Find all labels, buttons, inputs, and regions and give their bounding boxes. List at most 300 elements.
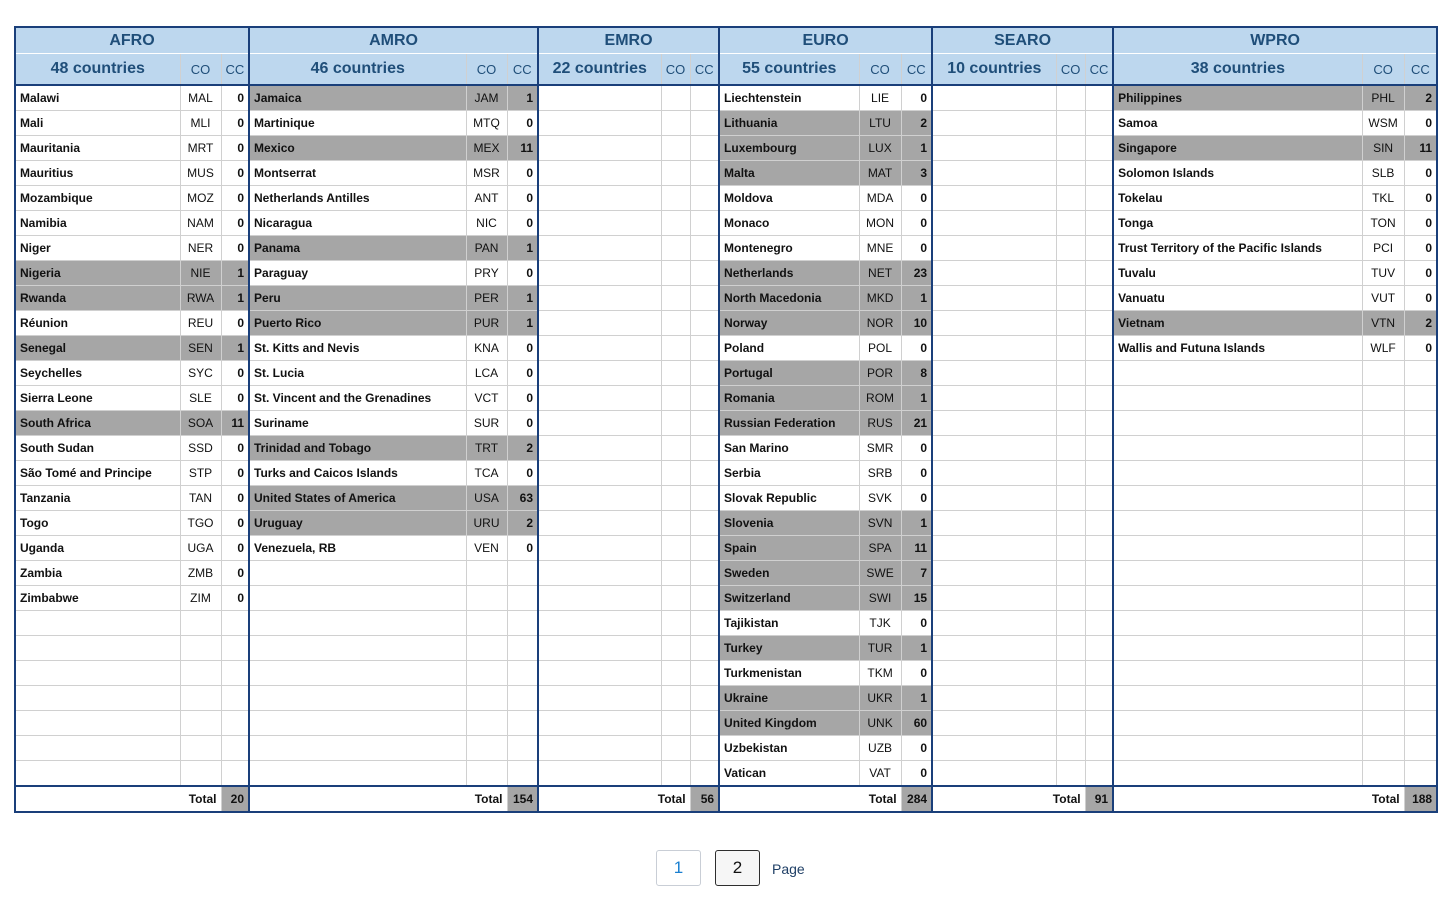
empty-cell xyxy=(15,611,180,636)
empty-cell xyxy=(690,236,719,261)
total-label: Total xyxy=(538,786,690,812)
empty-cell xyxy=(1085,761,1113,787)
country-count-cell: 1 xyxy=(221,261,249,286)
country-count-cell: 0 xyxy=(221,161,249,186)
empty-cell xyxy=(1085,236,1113,261)
table-row xyxy=(15,111,1437,136)
empty-cell xyxy=(221,736,249,761)
country-code-cell: VAT xyxy=(859,761,901,787)
country-name-cell: Turkmenistan xyxy=(719,661,859,686)
country-count-cell: 0 xyxy=(901,761,932,787)
empty-cell xyxy=(1085,85,1113,111)
country-count-cell: 21 xyxy=(901,411,932,436)
empty-cell xyxy=(1404,361,1437,386)
empty-cell xyxy=(690,461,719,486)
country-code-cell: SVN xyxy=(859,511,901,536)
empty-cell xyxy=(1404,411,1437,436)
empty-cell xyxy=(507,636,538,661)
country-code-cell: ZIM xyxy=(180,586,221,611)
empty-cell xyxy=(1404,486,1437,511)
empty-cell xyxy=(538,311,661,336)
table-row xyxy=(15,461,1437,486)
country-count-cell: 1 xyxy=(507,286,538,311)
country-name-cell: Trust Territory of the Pacific Islands xyxy=(1113,236,1362,261)
table-row xyxy=(15,636,1437,661)
table-row xyxy=(15,511,1437,536)
country-name-cell: Mexico xyxy=(249,136,466,161)
country-count-cell: 60 xyxy=(901,711,932,736)
country-count-cell: 11 xyxy=(901,536,932,561)
region-count-euro: 55 countries xyxy=(719,54,859,86)
country-name-cell: United States of America xyxy=(249,486,466,511)
empty-cell xyxy=(507,711,538,736)
country-count-cell: 0 xyxy=(221,461,249,486)
country-code-cell: POR xyxy=(859,361,901,386)
country-name-cell: Mauritania xyxy=(15,136,180,161)
empty-cell xyxy=(1113,686,1362,711)
country-code-cell: TAN xyxy=(180,486,221,511)
empty-cell xyxy=(932,411,1056,436)
empty-cell xyxy=(507,661,538,686)
country-code-cell: MOZ xyxy=(180,186,221,211)
country-code-cell: TGO xyxy=(180,511,221,536)
count-column-header: CC xyxy=(1404,54,1437,86)
country-code-cell: MAL xyxy=(180,85,221,111)
empty-cell xyxy=(466,636,507,661)
country-name-cell: Tokelau xyxy=(1113,186,1362,211)
country-count-cell: 7 xyxy=(901,561,932,586)
country-code-cell: VUT xyxy=(1362,286,1404,311)
country-count-cell: 0 xyxy=(507,161,538,186)
empty-cell xyxy=(221,661,249,686)
country-count-cell: 0 xyxy=(1404,236,1437,261)
country-name-cell: South Sudan xyxy=(15,436,180,461)
empty-cell xyxy=(1085,286,1113,311)
empty-cell xyxy=(538,286,661,311)
empty-cell xyxy=(1056,636,1085,661)
country-name-cell: Norway xyxy=(719,311,859,336)
total-value-searo: 91 xyxy=(1085,786,1113,812)
empty-cell xyxy=(1085,661,1113,686)
country-name-cell: Martinique xyxy=(249,111,466,136)
table-row xyxy=(15,136,1437,161)
country-count-cell: 0 xyxy=(1404,336,1437,361)
country-code-cell: NIC xyxy=(466,211,507,236)
empty-cell xyxy=(1085,586,1113,611)
country-count-cell: 0 xyxy=(221,236,249,261)
total-label: Total xyxy=(249,786,507,812)
country-name-cell: United Kingdom xyxy=(719,711,859,736)
region-count-emro: 22 countries xyxy=(538,54,661,86)
country-count-cell: 1 xyxy=(901,136,932,161)
regions-table xyxy=(14,26,1438,813)
empty-cell xyxy=(538,536,661,561)
country-count-cell: 63 xyxy=(507,486,538,511)
total-label: Total xyxy=(932,786,1085,812)
empty-cell xyxy=(538,486,661,511)
table-row xyxy=(15,186,1437,211)
table-row xyxy=(15,586,1437,611)
empty-cell xyxy=(180,711,221,736)
table-row xyxy=(15,311,1437,336)
empty-cell xyxy=(15,636,180,661)
country-code-cell: MKD xyxy=(859,286,901,311)
country-count-cell: 1 xyxy=(221,286,249,311)
country-name-cell: Vietnam xyxy=(1113,311,1362,336)
empty-cell xyxy=(180,611,221,636)
country-code-cell: UKR xyxy=(859,686,901,711)
country-name-cell: Malawi xyxy=(15,85,180,111)
empty-cell xyxy=(661,286,690,311)
code-column-header: CO xyxy=(1056,54,1085,86)
empty-cell xyxy=(661,186,690,211)
empty-cell xyxy=(249,561,466,586)
empty-cell xyxy=(538,111,661,136)
empty-cell xyxy=(1056,761,1085,787)
empty-cell xyxy=(932,286,1056,311)
country-count-cell: 0 xyxy=(507,411,538,436)
country-name-cell: St. Vincent and the Grenadines xyxy=(249,386,466,411)
country-name-cell: Tajikistan xyxy=(719,611,859,636)
country-code-cell: STP xyxy=(180,461,221,486)
country-code-cell: RUS xyxy=(859,411,901,436)
empty-cell xyxy=(932,761,1056,787)
country-name-cell: Montenegro xyxy=(719,236,859,261)
country-count-cell: 0 xyxy=(221,386,249,411)
country-code-cell: NIE xyxy=(180,261,221,286)
empty-cell xyxy=(180,661,221,686)
country-name-cell: Romania xyxy=(719,386,859,411)
empty-cell xyxy=(1085,611,1113,636)
country-count-cell: 0 xyxy=(507,536,538,561)
country-name-cell: Mali xyxy=(15,111,180,136)
country-name-cell: São Tomé and Principe xyxy=(15,461,180,486)
empty-cell xyxy=(466,661,507,686)
total-value-euro: 284 xyxy=(901,786,932,812)
empty-cell xyxy=(1113,636,1362,661)
empty-cell xyxy=(15,761,180,787)
empty-cell xyxy=(661,686,690,711)
country-code-cell: TKL xyxy=(1362,186,1404,211)
country-count-cell: 0 xyxy=(221,586,249,611)
empty-cell xyxy=(1085,711,1113,736)
empty-cell xyxy=(507,736,538,761)
empty-cell xyxy=(1056,536,1085,561)
table-row xyxy=(15,711,1437,736)
country-code-cell: SYC xyxy=(180,361,221,386)
empty-cell xyxy=(538,161,661,186)
empty-cell xyxy=(1404,461,1437,486)
country-count-cell: 0 xyxy=(901,85,932,111)
empty-cell xyxy=(538,661,661,686)
country-code-cell: SEN xyxy=(180,336,221,361)
empty-cell xyxy=(1113,536,1362,561)
empty-cell xyxy=(1056,461,1085,486)
country-code-cell: UNK xyxy=(859,711,901,736)
empty-cell xyxy=(1056,236,1085,261)
country-name-cell: Wallis and Futuna Islands xyxy=(1113,336,1362,361)
country-count-cell: 0 xyxy=(507,261,538,286)
empty-cell xyxy=(932,311,1056,336)
page-2-button[interactable]: 2 xyxy=(715,850,760,886)
empty-cell xyxy=(249,586,466,611)
country-code-cell: SSD xyxy=(180,436,221,461)
empty-cell xyxy=(932,686,1056,711)
empty-cell xyxy=(1113,486,1362,511)
count-column-header: CC xyxy=(221,54,249,86)
country-count-cell: 1 xyxy=(901,686,932,711)
empty-cell xyxy=(466,711,507,736)
country-count-cell: 0 xyxy=(221,361,249,386)
country-code-cell: SWI xyxy=(859,586,901,611)
empty-cell xyxy=(1362,686,1404,711)
country-code-cell: TON xyxy=(1362,211,1404,236)
empty-cell xyxy=(1404,386,1437,411)
empty-cell xyxy=(932,486,1056,511)
empty-cell xyxy=(180,761,221,787)
empty-cell xyxy=(932,436,1056,461)
empty-cell xyxy=(1085,136,1113,161)
country-code-cell: VCT xyxy=(466,386,507,411)
empty-cell xyxy=(249,661,466,686)
country-code-cell: TCA xyxy=(466,461,507,486)
country-name-cell: Mauritius xyxy=(15,161,180,186)
empty-cell xyxy=(15,711,180,736)
empty-cell xyxy=(690,211,719,236)
country-count-cell: 0 xyxy=(221,436,249,461)
country-name-cell: Turks and Caicos Islands xyxy=(249,461,466,486)
empty-cell xyxy=(1362,736,1404,761)
country-code-cell: TUR xyxy=(859,636,901,661)
empty-cell xyxy=(661,761,690,787)
empty-cell xyxy=(932,161,1056,186)
country-code-cell: SIN xyxy=(1362,136,1404,161)
empty-cell xyxy=(538,211,661,236)
empty-cell xyxy=(932,586,1056,611)
country-count-cell: 1 xyxy=(901,286,932,311)
empty-cell xyxy=(661,611,690,636)
country-name-cell: Portugal xyxy=(719,361,859,386)
country-code-cell: UGA xyxy=(180,536,221,561)
empty-cell xyxy=(932,386,1056,411)
empty-cell xyxy=(1362,561,1404,586)
empty-cell xyxy=(690,386,719,411)
empty-cell xyxy=(1404,736,1437,761)
empty-cell xyxy=(1362,711,1404,736)
empty-cell xyxy=(690,711,719,736)
empty-cell xyxy=(661,461,690,486)
country-name-cell: Philippines xyxy=(1113,85,1362,111)
empty-cell xyxy=(1085,361,1113,386)
empty-cell xyxy=(932,186,1056,211)
empty-cell xyxy=(1113,586,1362,611)
empty-cell xyxy=(1404,436,1437,461)
country-code-cell: URU xyxy=(466,511,507,536)
empty-cell xyxy=(1085,111,1113,136)
country-code-cell: SUR xyxy=(466,411,507,436)
table-row xyxy=(15,336,1437,361)
country-code-cell: MDA xyxy=(859,186,901,211)
empty-cell xyxy=(661,436,690,461)
country-name-cell: Netherlands Antilles xyxy=(249,186,466,211)
country-name-cell: Luxembourg xyxy=(719,136,859,161)
table-row xyxy=(15,261,1437,286)
empty-cell xyxy=(1056,511,1085,536)
empty-cell xyxy=(1404,611,1437,636)
empty-cell xyxy=(466,736,507,761)
empty-cell xyxy=(690,85,719,111)
country-name-cell: Tanzania xyxy=(15,486,180,511)
empty-cell xyxy=(690,111,719,136)
empty-cell xyxy=(507,586,538,611)
empty-cell xyxy=(661,211,690,236)
country-name-cell: Moldova xyxy=(719,186,859,211)
empty-cell xyxy=(1362,611,1404,636)
country-name-cell: Lithuania xyxy=(719,111,859,136)
country-code-cell: PUR xyxy=(466,311,507,336)
empty-cell xyxy=(661,486,690,511)
empty-cell xyxy=(690,286,719,311)
totals-row xyxy=(15,786,1437,812)
country-code-cell: MNE xyxy=(859,236,901,261)
country-count-cell: 0 xyxy=(901,661,932,686)
empty-cell xyxy=(690,261,719,286)
country-name-cell: Poland xyxy=(719,336,859,361)
country-name-cell: St. Kitts and Nevis xyxy=(249,336,466,361)
empty-cell xyxy=(1056,211,1085,236)
code-column-header: CO xyxy=(859,54,901,86)
empty-cell xyxy=(1085,536,1113,561)
empty-cell xyxy=(466,761,507,787)
empty-cell xyxy=(1085,336,1113,361)
country-count-cell: 0 xyxy=(507,336,538,361)
empty-cell xyxy=(507,611,538,636)
country-count-cell: 0 xyxy=(507,361,538,386)
empty-cell xyxy=(661,336,690,361)
country-code-cell: NET xyxy=(859,261,901,286)
empty-cell xyxy=(538,411,661,436)
country-count-cell: 0 xyxy=(507,386,538,411)
empty-cell xyxy=(932,136,1056,161)
country-count-cell: 0 xyxy=(221,136,249,161)
country-code-cell: MRT xyxy=(180,136,221,161)
empty-cell xyxy=(661,561,690,586)
empty-cell xyxy=(538,636,661,661)
empty-cell xyxy=(661,361,690,386)
empty-cell xyxy=(661,736,690,761)
country-name-cell: Togo xyxy=(15,511,180,536)
country-code-cell: PER xyxy=(466,286,507,311)
empty-cell xyxy=(538,386,661,411)
empty-cell xyxy=(180,736,221,761)
total-value-emro: 56 xyxy=(690,786,719,812)
empty-cell xyxy=(1362,761,1404,787)
region-count-afro: 48 countries xyxy=(15,54,180,86)
empty-cell xyxy=(661,111,690,136)
page-1-button[interactable]: 1 xyxy=(656,850,701,886)
country-count-cell: 2 xyxy=(507,511,538,536)
country-code-cell: VEN xyxy=(466,536,507,561)
table-row xyxy=(15,536,1437,561)
empty-cell xyxy=(1113,511,1362,536)
empty-cell xyxy=(1113,561,1362,586)
country-code-cell: UZB xyxy=(859,736,901,761)
empty-cell xyxy=(1362,536,1404,561)
country-name-cell: Zambia xyxy=(15,561,180,586)
empty-cell xyxy=(1362,411,1404,436)
country-code-cell: REU xyxy=(180,311,221,336)
empty-cell xyxy=(932,336,1056,361)
country-code-cell: SLB xyxy=(1362,161,1404,186)
empty-cell xyxy=(932,261,1056,286)
empty-cell xyxy=(507,761,538,787)
country-count-cell: 1 xyxy=(221,336,249,361)
country-count-cell: 2 xyxy=(1404,85,1437,111)
empty-cell xyxy=(661,261,690,286)
country-name-cell: Montserrat xyxy=(249,161,466,186)
country-count-cell: 0 xyxy=(901,336,932,361)
empty-cell xyxy=(690,186,719,211)
empty-cell xyxy=(466,586,507,611)
country-name-cell: Switzerland xyxy=(719,586,859,611)
empty-cell xyxy=(538,186,661,211)
empty-cell xyxy=(466,611,507,636)
empty-cell xyxy=(932,736,1056,761)
country-name-cell: Puerto Rico xyxy=(249,311,466,336)
empty-cell xyxy=(690,411,719,436)
country-code-cell: JAM xyxy=(466,85,507,111)
country-count-cell: 11 xyxy=(221,411,249,436)
country-name-cell: Jamaica xyxy=(249,85,466,111)
empty-cell xyxy=(1113,661,1362,686)
country-name-cell: Tuvalu xyxy=(1113,261,1362,286)
empty-cell xyxy=(932,711,1056,736)
region-header-wpro: WPRO xyxy=(1113,27,1437,54)
country-count-cell: 1 xyxy=(507,236,538,261)
total-label: Total xyxy=(1113,786,1404,812)
page-label: Page xyxy=(772,861,805,877)
empty-cell xyxy=(1085,436,1113,461)
empty-cell xyxy=(1404,586,1437,611)
country-name-cell: Ukraine xyxy=(719,686,859,711)
empty-cell xyxy=(690,636,719,661)
empty-cell xyxy=(690,361,719,386)
empty-cell xyxy=(538,561,661,586)
empty-cell xyxy=(1113,461,1362,486)
empty-cell xyxy=(1085,261,1113,286)
country-name-cell: Paraguay xyxy=(249,261,466,286)
empty-cell xyxy=(1362,436,1404,461)
empty-cell xyxy=(249,636,466,661)
empty-cell xyxy=(1056,386,1085,411)
empty-cell xyxy=(690,611,719,636)
table-row xyxy=(15,661,1437,686)
country-code-cell: MAT xyxy=(859,161,901,186)
table-row xyxy=(15,411,1437,436)
empty-cell xyxy=(1404,511,1437,536)
code-column-header: CO xyxy=(180,54,221,86)
region-count-searo: 10 countries xyxy=(932,54,1056,86)
empty-cell xyxy=(249,611,466,636)
country-name-cell: South Africa xyxy=(15,411,180,436)
country-code-cell: TRT xyxy=(466,436,507,461)
empty-cell xyxy=(661,511,690,536)
empty-cell xyxy=(1113,386,1362,411)
empty-cell xyxy=(1404,686,1437,711)
empty-cell xyxy=(661,311,690,336)
country-count-cell: 1 xyxy=(901,386,932,411)
empty-cell xyxy=(1404,761,1437,787)
